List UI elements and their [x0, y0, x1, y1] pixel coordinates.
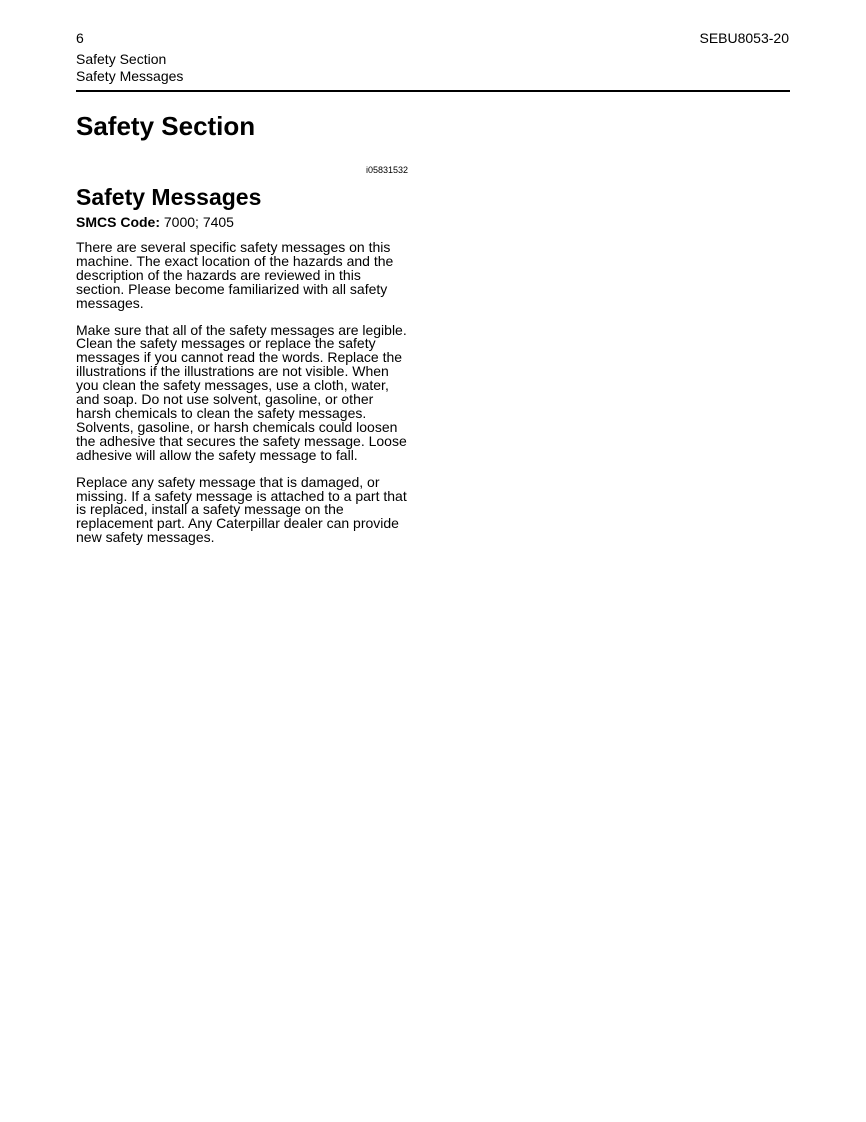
document-code: SEBU8053-20 — [699, 30, 789, 46]
reference-id: i05831532 — [365, 165, 408, 175]
running-head-section: Safety Section — [76, 51, 167, 67]
header-divider — [76, 90, 790, 92]
section-title: Safety Section — [76, 111, 256, 141]
content-column — [76, 164, 408, 545]
running-head-topic: Safety Messages — [76, 68, 184, 84]
paragraph-legibility: Make sure that all of the safety messages are legible. Clean the safety messages or replace the safety messages if you cannot read the words. Replace the illustrations if the illustrations are not visible. When you clean the safety messages, use a cloth, water, and soap. Do not use solvent, gasoline, or other harsh chemicals to clean the safety messages. Solvents, gasoline, or harsh chemicals could loosen the adhesive that secures the safety message. Loose adhesive will allow the safety message to fall. — [76, 321, 407, 463]
smcs-label: SMCS Code: — [76, 214, 160, 230]
smcs-value: 7000; 7405 — [160, 214, 234, 230]
paragraph-intro: There are several specific safety messages on this machine. The exact location of the hazards and the description of the hazards are reviewed in this section. Please become familiarized with all safety messages. — [76, 239, 394, 311]
page-number: 6 — [76, 30, 84, 46]
smcs-code — [76, 214, 408, 231]
topic-title: Safety Messages — [76, 184, 262, 210]
running-head — [76, 51, 183, 85]
paragraph-replacement: Replace any safety message that is damaged, or missing. If a safety message is attached to a part that is replaced, install a safety message on the replacement part. Any Caterpillar dealer can provide new safety messages. — [76, 473, 407, 546]
